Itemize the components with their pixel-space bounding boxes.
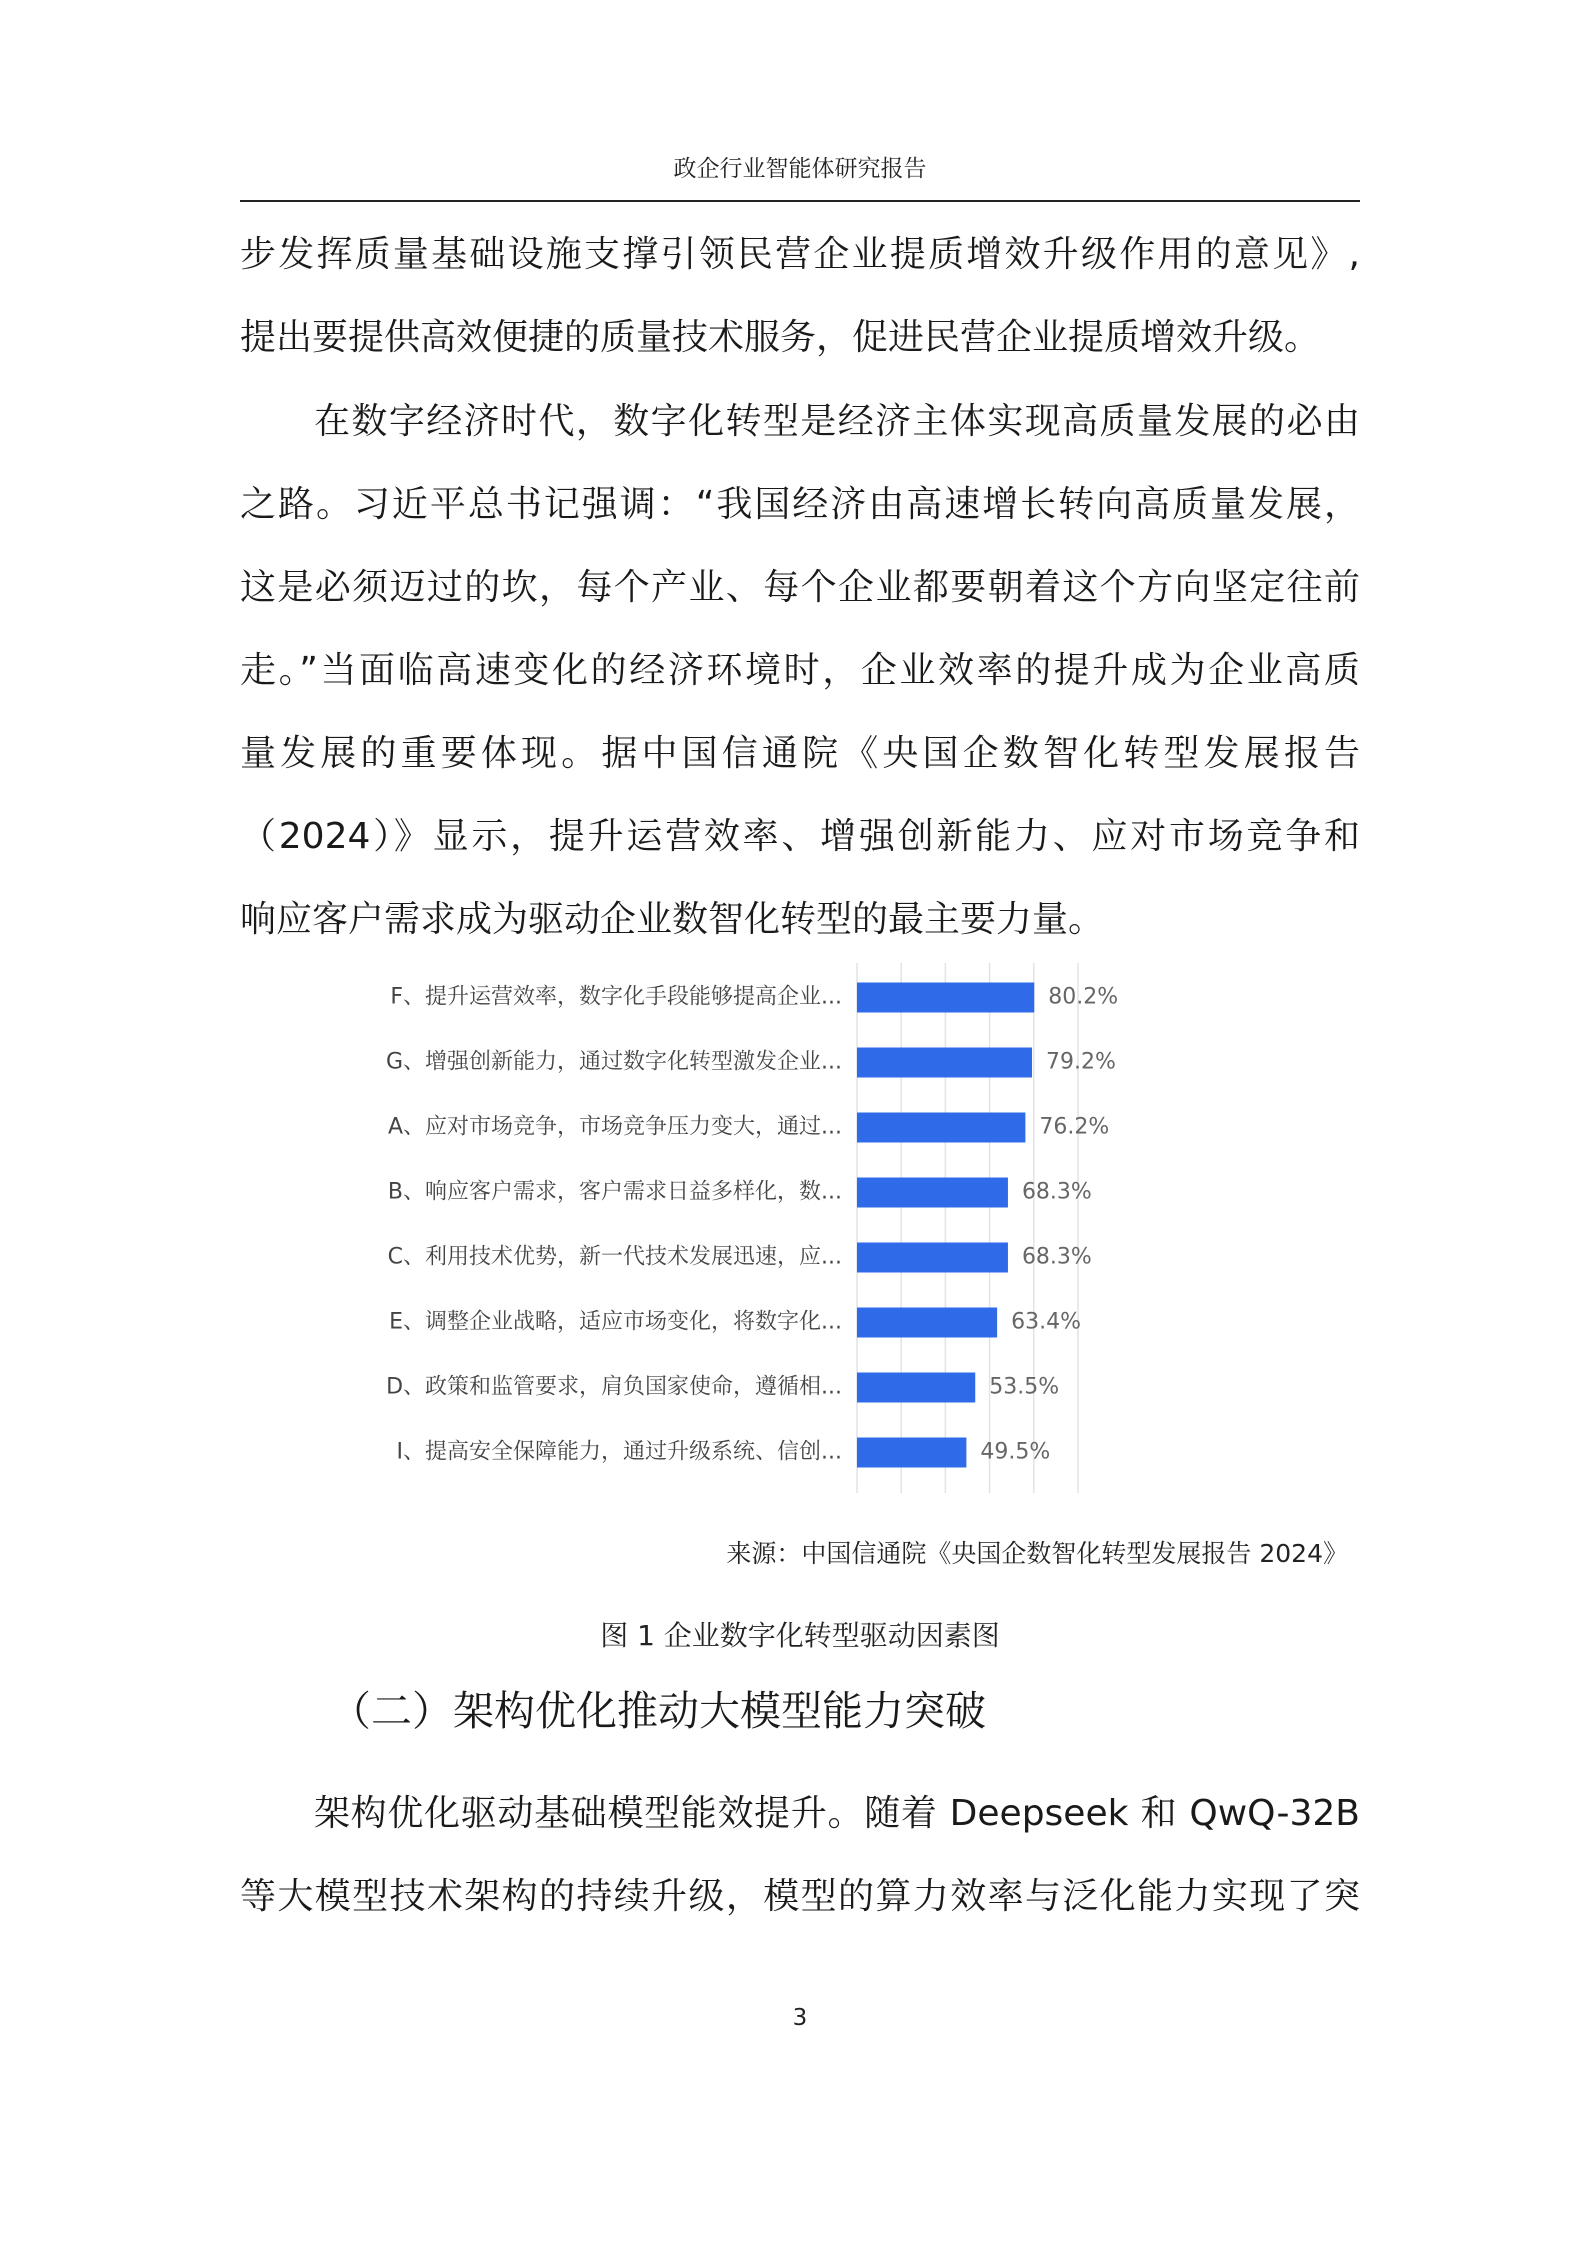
value-label: 68.3% [1021,1244,1092,1270]
value-label: 79.2% [1046,1049,1116,1075]
bar [857,1178,1008,1208]
paragraph-line: 等大模型技术架构的持续升级，模型的算力效率与泛化能力实现了突 [240,1876,1360,1917]
value-label: 80.2% [1048,984,1119,1010]
value-label: 68.3% [1021,1179,1092,1205]
figure-caption: 图 1 企业数字化转型驱动因素图 [600,1619,1000,1652]
category-label: I、提高安全保障能力，通过升级系统、信创... [396,1439,842,1465]
category-label: F、提升运营效率，数字化手段能够提高企业... [390,984,842,1010]
paragraph-line: 步发挥质量基础设施支撑引领民营企业提质增效升级作用的意见》, [240,234,1360,275]
page-number: 3 [792,2005,808,2031]
category-label: B、响应客户需求，客户需求日益多样化，数... [387,1179,842,1205]
category-label: A、应对市场竞争，市场竞争压力变大，通过... [387,1114,842,1140]
category-label: D、政策和监管要求，肩负国家使命，遵循相... [386,1374,842,1400]
bar [857,1438,966,1468]
category-label: C、利用技术优势，新一代技术发展迅速，应... [387,1244,842,1270]
bar-chart [330,963,1260,1493]
bar [857,983,1034,1013]
bar [857,1113,1025,1143]
paragraph-line: 之路。习近平总书记强调：“我国经济由高速增长转向高质量发展， [240,484,1360,525]
header-divider [240,200,1360,202]
value-label: 76.2% [1039,1114,1110,1140]
figure-source: 来源：中国信通院《央国企数智化转型发展报告 2024》 [726,1539,1348,1568]
paragraph-line: 提出要提供高效便捷的质量技术服务，促进民营企业提质增效升级。 [240,317,1321,358]
paragraph-2 [240,380,1360,961]
bar [857,1308,997,1338]
section-heading: （二）架构优化推动大模型能力突破 [330,1687,986,1735]
bar [857,1243,1008,1273]
category-label: G、增强创新能力，通过数字化转型激发企业... [385,1049,842,1075]
paragraph-line: 这是必须迈过的坎，每个产业、每个企业都要朝着这个方向坚定往前 [240,567,1360,608]
paragraph-1 [240,213,1360,379]
bar [857,1373,975,1403]
paragraph-line: 架构优化驱动基础模型能效提升。随着 Deepseek 和 QwQ-32B [314,1793,1360,1834]
bar [857,1048,1032,1078]
value-label: 63.4% [1011,1309,1082,1335]
paragraph-line: （2024）》显示，提升运营效率、增强创新能力、应对市场竞争和 [240,816,1360,857]
category-label: E、调整企业战略，适应市场变化，将数字化... [389,1309,842,1335]
page-header: 政企行业智能体研究报告 [673,156,927,182]
paragraph-line: 响应客户需求成为驱动企业数智化转型的最主要力量。 [240,899,1105,940]
paragraph-line: 走。”当面临高速变化的经济环境时，企业效率的提升成为企业高质 [240,650,1360,691]
paragraph-3 [240,1772,1360,1938]
paragraph-line: 量发展的重要体现。据中国信通院《央国企数智化转型发展报告 [240,733,1360,774]
value-label: 53.5% [989,1374,1060,1400]
paragraph-line: 在数字经济时代，数字化转型是经济主体实现高质量发展的必由 [314,401,1360,442]
value-label: 49.5% [980,1439,1051,1465]
